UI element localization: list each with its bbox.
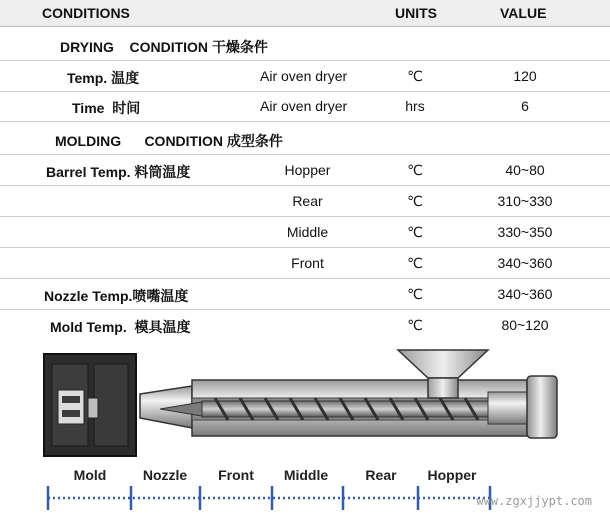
drying-temp-row: [0, 61, 610, 92]
zone-ruler: [48, 486, 490, 510]
barrel-front-unit: ℃: [407, 255, 423, 271]
barrel-zone-rear: Rear: [292, 193, 323, 209]
drying-temp-unit: ℃: [407, 68, 423, 84]
nozzle-temp-label: Nozzle Temp.喷嘴温度: [44, 288, 189, 304]
drying-time-value: 6: [521, 98, 529, 114]
zone-label-nozzle: Nozzle: [142, 467, 188, 483]
zone-label-middle: Middle: [283, 467, 329, 483]
zone-label-hopper: Hopper: [427, 467, 477, 483]
barrel-rear-row: [0, 186, 610, 217]
nozzle-temp-row: [0, 279, 610, 310]
drying-section-label: DRYING CONDITION 干燥条件: [60, 39, 268, 55]
mold-temp-row: [0, 310, 610, 340]
barrel-middle-value: 330~350: [497, 224, 553, 240]
screw: [160, 398, 488, 420]
zone-label-front: Front: [218, 467, 254, 483]
mold-temp-label: Mold Temp. 模具温度: [50, 319, 191, 335]
barrel-hopper-unit: ℃: [407, 162, 423, 178]
barrel-temp-label: Barrel Temp. 料筒温度: [46, 164, 191, 180]
value-header: VALUE: [500, 5, 547, 21]
molding-section-label: MOLDING CONDITION 成型条件: [55, 133, 283, 149]
barrel-middle-unit: ℃: [407, 224, 423, 240]
injection-machine-diagram: [0, 340, 610, 520]
zone-label-mold: Mold: [73, 467, 107, 483]
drying-temp-value: 120: [513, 68, 537, 84]
barrel-hopper-row: [0, 155, 610, 186]
mold-temp-unit: ℃: [407, 317, 423, 333]
nozzle-temp-value: 340~360: [497, 286, 553, 302]
drying-time-unit: hrs: [405, 98, 425, 114]
barrel-front-row: [0, 248, 610, 279]
zone-label-rear: Rear: [365, 467, 397, 483]
barrel-zone-middle: Middle: [286, 224, 329, 240]
conditions-header: CONDITIONS: [42, 5, 130, 21]
mold-block: [44, 354, 136, 456]
drying-time-row: [0, 91, 610, 122]
drying-time-method: Air oven dryer: [260, 98, 348, 114]
barrel-rear-unit: ℃: [407, 193, 423, 209]
nozzle-temp-unit: ℃: [407, 286, 423, 302]
drying-temp-method: Air oven dryer: [260, 68, 348, 84]
table-header: [0, 0, 610, 27]
barrel-zone-front: Front: [291, 255, 324, 271]
barrel-rear-value: 310~330: [497, 193, 553, 209]
drying-temp-label: Temp. 温度: [67, 70, 140, 86]
units-header: UNITS: [395, 5, 437, 21]
drying-time-label: Time 时间: [72, 100, 141, 116]
drying-section-row: [0, 30, 610, 61]
barrel-middle-row: [0, 217, 610, 248]
molding-section-row: [0, 124, 610, 155]
watermark: www.zgxjjypt.com: [476, 494, 592, 508]
barrel-hopper-value: 40~80: [505, 162, 545, 178]
barrel-front-value: 340~360: [497, 255, 553, 271]
barrel-zone-hopper: Hopper: [284, 162, 331, 178]
mold-temp-value: 80~120: [501, 317, 549, 333]
